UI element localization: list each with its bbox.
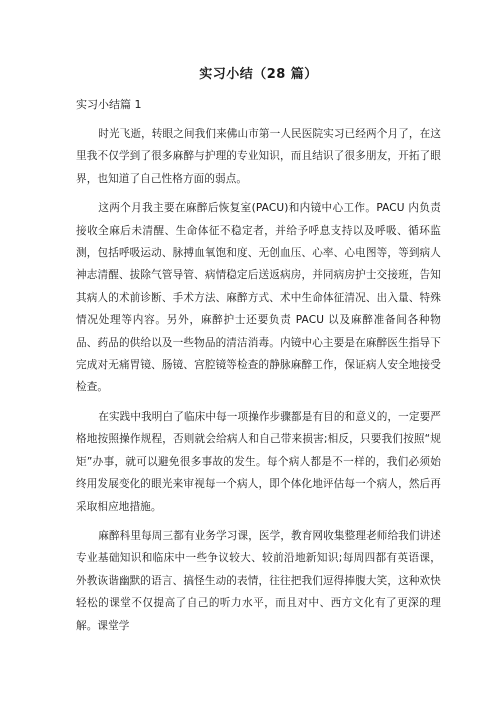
paragraph-4: 麻醉科里每周三都有业务学习课，医学，教育网收集整理老师给我们讲述专业基础知识和临床中一些争议较大、较前沿地新知识;每周四都有英语课，外教诙谐幽默的语言、搞怪生动的表情，往往把我们逗得捧腹大笑，这种欢快轻松的课堂不仅提高了自己的听力水平，而且对中、西方文化有了更深的理解。课堂学 [76,529,441,632]
paragraph-2: 这两个月我主要在麻醉后恢复室(PACU)和内镜中心工作。PACU 内负责接收全麻后未清醒、生命体征不稳定者，并给予呼息支持以及呼吸、循环监测，包括呼吸运动、脉搏血氧饱和度、无创血压、心率、心电图等，等到病人神志清醒、拔除气管导管、病情稳定后送返病房，并同病房护士交接班，告知其病人的术前诊断、手术方法、麻醉方式、术中生命体征清况、出入量、特殊情况处理等内容。另外，麻醉护士还要负责 PACU 以及麻醉准备间各种物品、药品的供给以及一些物品的清洁消毒。内镜中心主要是在麻醉医生指导下完成对无痛胃镜、肠镜、宫腔镜等检查的静脉麻醉工作，保证病人安全地接受检查。 [76,202,441,394]
document-title: 实习小结（28 篇） [199,67,318,82]
paragraph-3: 在实践中我明白了临床中每一项操作步骤都是有目的和意义的，一定要严格地按照操作规程，否则就会给病人和自己带来损害;相反，只要我们按照“规矩”办事，就可以避免很多事故的发生。每个病人都是不一样的，我们必须始终用发展变化的眼光来审视每一个病人，即个体化地评估每一个病人，然后再采取相应地措施。 [76,410,441,513]
paragraph-1: 时光飞逝，转眼之间我们来佛山市第一人民医院实习已经两个月了，在这里我不仅学到了很多麻醉与护理的专业知识，而且结识了很多朋友，开拓了眼界，也知道了自己性格方面的弱点。 [76,128,441,185]
section-heading: 实习小结篇 1 [76,98,142,111]
